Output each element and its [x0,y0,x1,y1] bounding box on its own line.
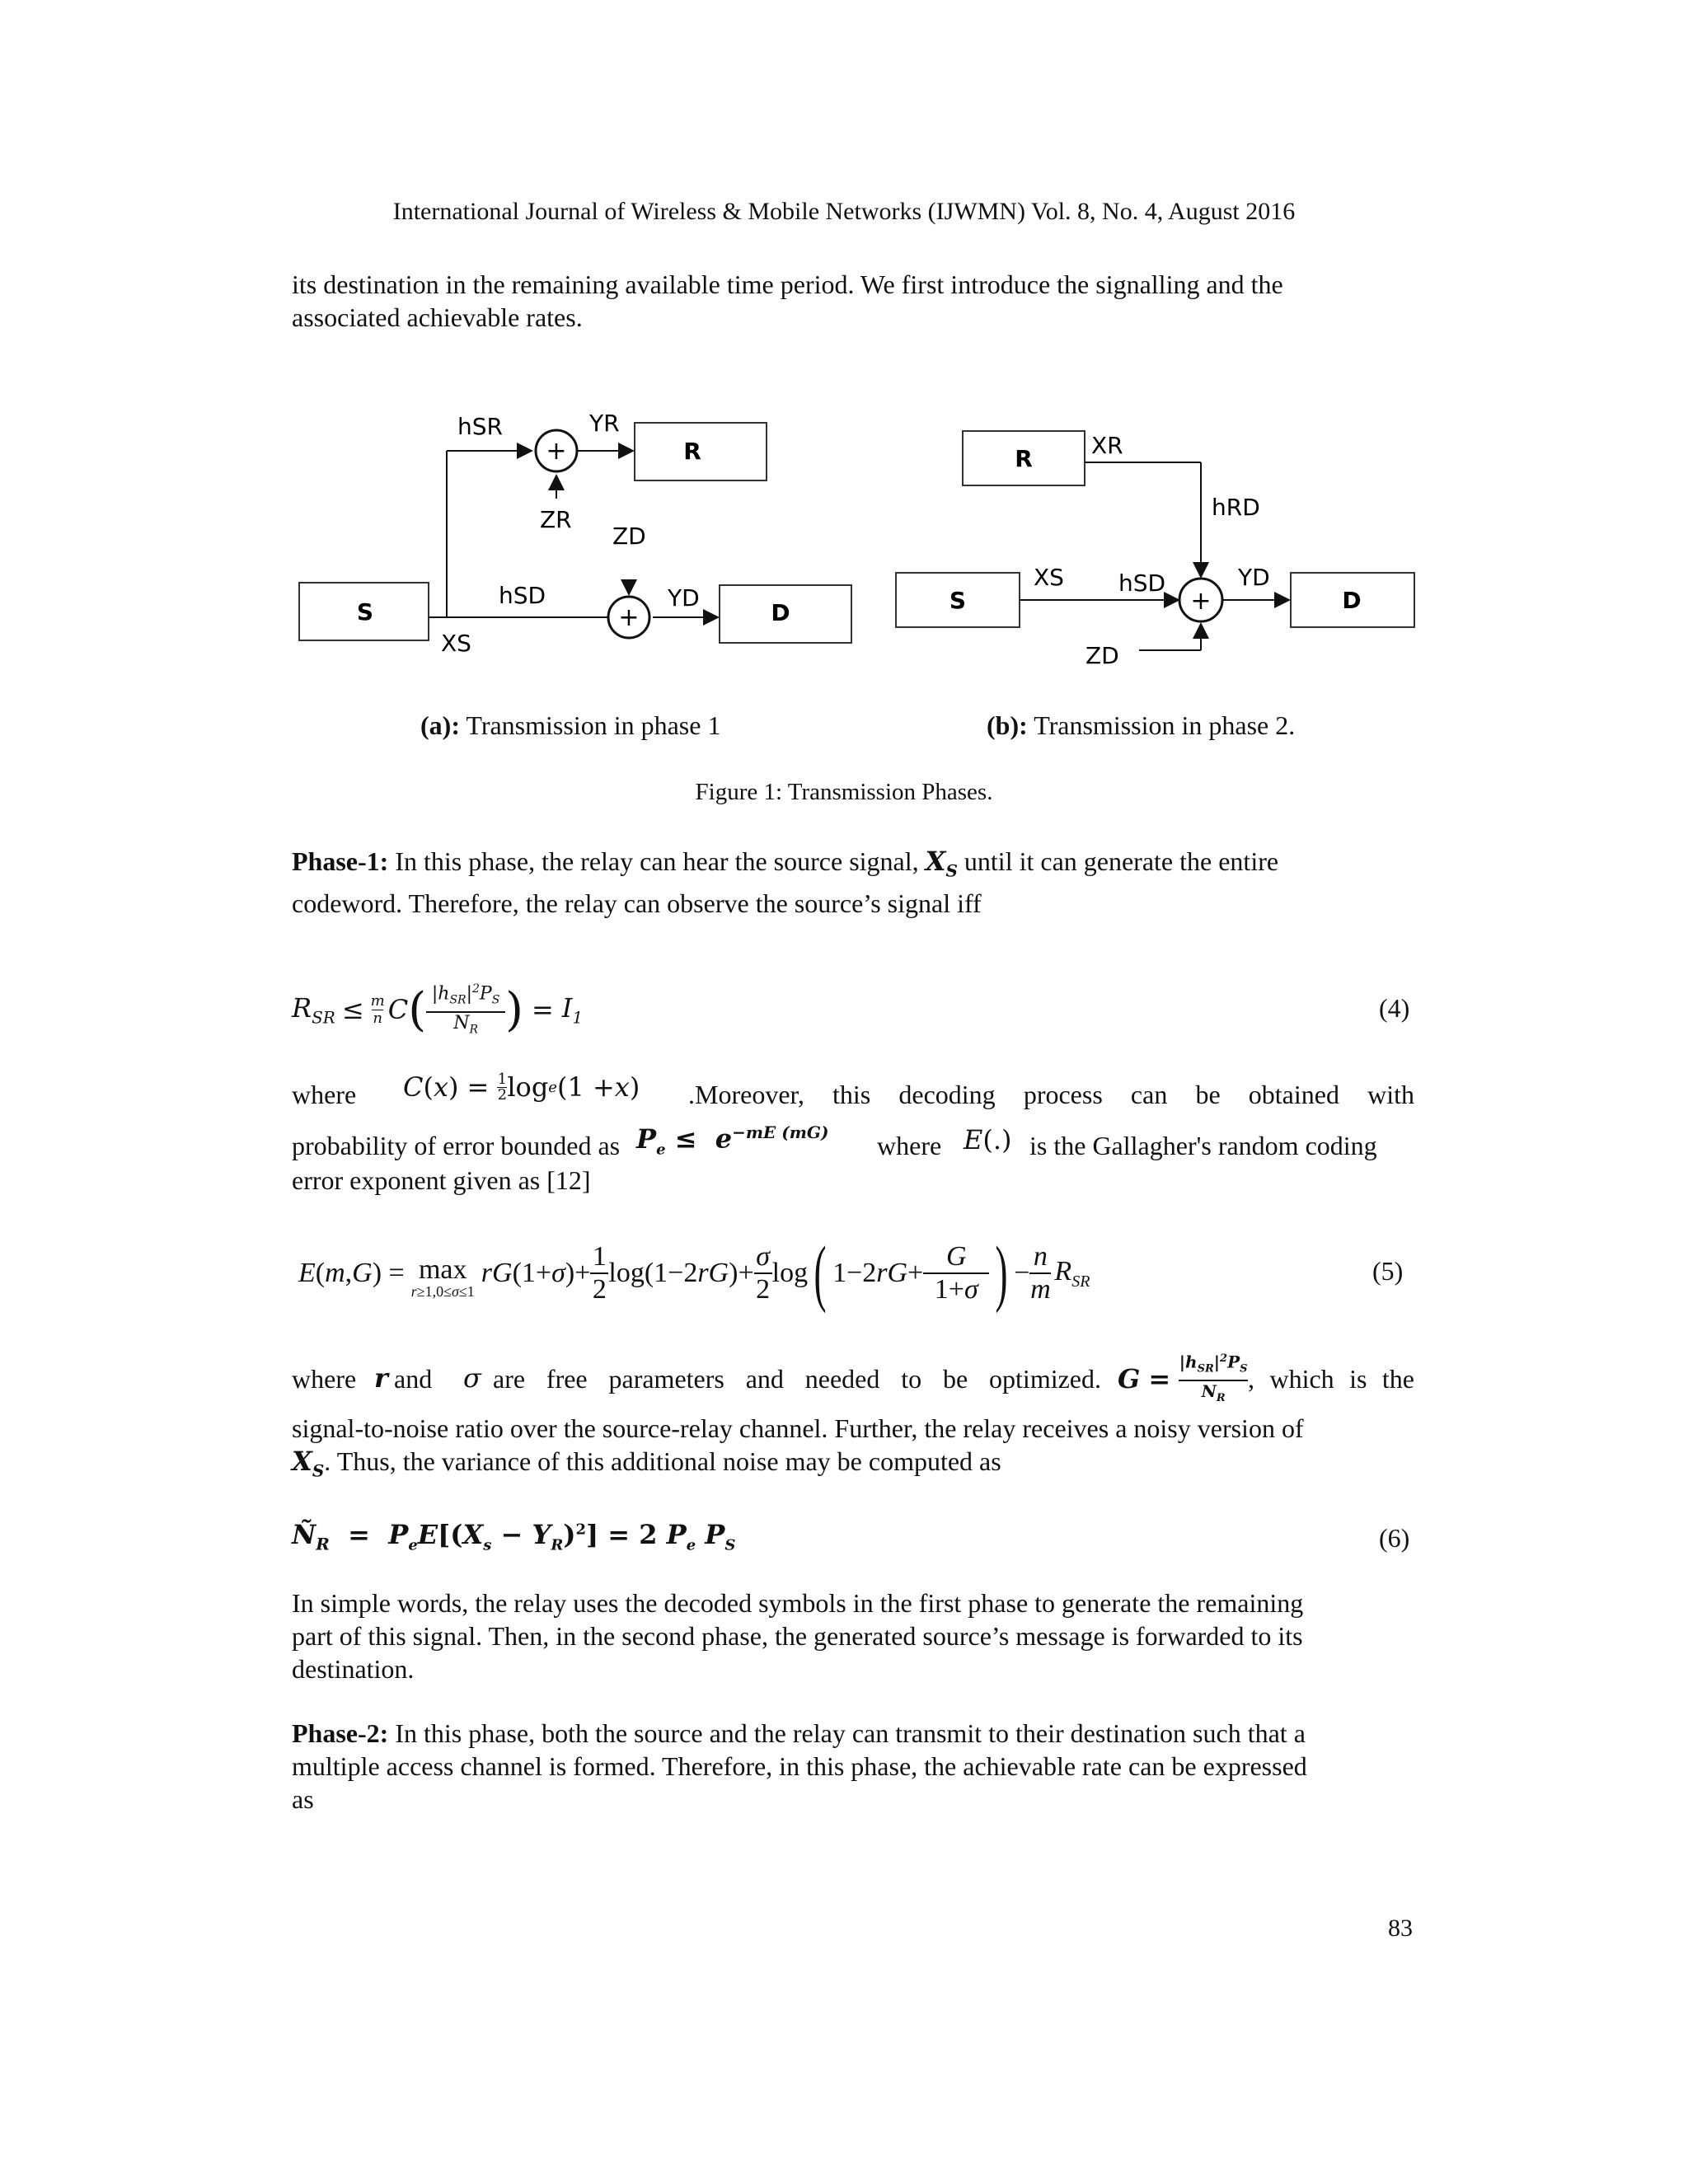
where-r-sigma-line [292,1352,1414,1405]
label-hsd: hSD [499,582,546,609]
caption-a-text: Transmission in phase 1 [459,710,721,740]
source-label: S [949,587,967,614]
phase2-line-1 [292,1717,1414,1750]
xs-symbol: $X_S$ [925,846,958,881]
sigma-symbol: σ [463,1362,481,1394]
phase1-line-1 [292,845,1414,887]
g-snr-formula: G = $|h_{SR}|^2P_S$ $N_R$ [1118,1352,1248,1404]
e-function: E(.) [964,1124,1012,1155]
label-zd: ZD [612,523,646,550]
equation-6: $Ñ_R = P_eE[(X_s - Y_R)^2] = 2$ $P_e$ $P_S$ [292,1519,736,1554]
label-zr: ZR [540,506,572,533]
phase2-line-2: multiple access channel is formed. Therefore, in this phase, the achievable rate can be expressed [292,1751,1307,1781]
relay-label: R [1015,445,1033,472]
phase1-paragraph [292,845,1414,920]
label-xr: XR [1091,432,1123,459]
figure-phase-2-diagram [892,408,1419,680]
pe-bound-formula: $P_e \le e^{-mE (mG)}$ [636,1122,829,1159]
label-yr: YR [589,410,620,437]
destination-label: D [771,599,790,626]
phase1-text-2: until it can generate the entire [957,846,1279,876]
snr-line-2-text: . Thus, the variance of this additional noise may be computed as [324,1446,1001,1476]
equation-4-number: (4) [1379,993,1410,1023]
simple-line-2: part of this signal. Then, in the second phase, the generated source’s message is forwarded to its [292,1621,1303,1651]
free-params-text: are free parameters and needed to be optimized. [493,1364,1101,1394]
simple-words-paragraph [292,1586,1414,1685]
intro-line-2: associated achievable rates. [292,302,583,332]
equation-5-number: (5) [1372,1256,1404,1286]
and-word: and [394,1364,433,1394]
destination-adder-plus: + [618,603,640,632]
destination-adder-plus: + [1190,587,1212,616]
prob-error-line [292,1122,1414,1169]
equation-5: E(m,G) = max r≥1,0≤σ≤1 rG(1+σ)+ 1 2 log(1−2rG)+ σ 2 log ( 1−2rG+ G 1+σ ) − n m $R_{SR}$ [298,1232,1090,1314]
journal-header: International Journal of Wireless & Mobile Networks (IJWMN) Vol. 8, No. 4, August 2016 [392,198,1296,225]
label-hsr: hSR [457,413,503,440]
caption-b [987,710,1295,741]
caption-a [420,710,720,741]
source-label: S [356,598,374,626]
caption-b-label: (b): [987,710,1028,740]
where-c-line [292,1070,1414,1121]
figure-caption: Figure 1: Transmission Phases. [695,779,993,805]
phase2-paragraph [292,1717,1414,1816]
label-hrd: hRD [1212,494,1260,521]
intro-paragraph [292,268,1414,334]
error-exponent-line: error exponent given as [12] [292,1165,591,1195]
label-yd: YD [1238,564,1270,591]
figure-phase-1-diagram [293,408,853,672]
moreover-text: .Moreover, this decoding process can be obtained with [688,1080,1414,1109]
where-word: where [292,1080,357,1109]
equation-4: $R_{SR}$ ≤ m n C ( $|h_{SR}|^2P_S$ $N_R$ ) = $I_1$ [292,982,584,1037]
where-3-word: where [292,1364,357,1394]
snr-line-2 [292,1445,1414,1487]
page-number: 83 [1388,1915,1413,1942]
label-hsd: hSD [1118,569,1166,597]
gallagher-text: is the Gallagher's random coding [1029,1131,1377,1160]
c-function-formula: C ( x ) = 1 2 log e (1 + x ) [403,1070,640,1104]
caption-b-text: Transmission in phase 2. [1027,710,1296,740]
phase2-line-3: as [292,1784,314,1814]
phase1-line-2: codeword. Therefore, the relay can observe the source’s signal iff [292,888,982,919]
label-xs: XS [441,630,471,657]
intro-line-1: its destination in the remaining available time period. We first introduce the signalling and the [292,269,1283,299]
relay-adder-plus: + [546,437,567,466]
label-xs: XS [1034,564,1064,591]
destination-label: D [1342,587,1362,614]
prob-text: probability of error bounded as [292,1131,621,1160]
snr-line-1: signal-to-noise ratio over the source-relay channel. Further, the relay receives a noisy version of [292,1413,1304,1443]
phase2-label: Phase-2: [292,1718,389,1748]
label-zd: ZD [1085,642,1119,669]
r-symbol: r [374,1362,388,1394]
phase2-line-1-text: In this phase, both the source and the relay can transmit to their destination such that a [388,1718,1306,1748]
simple-line-3: destination. [292,1654,415,1684]
equation-6-number: (6) [1379,1523,1410,1553]
relay-label: R [683,438,701,465]
snr-paragraph [292,1412,1414,1487]
simple-line-1: In simple words, the relay uses the decoded symbols in the first phase to generate the remaining [292,1588,1304,1618]
phase1-text-1: In this phase, the relay can hear the source signal, [388,846,926,876]
xs-symbol-2: $X_S$ [292,1446,325,1481]
where-2-word: where [877,1131,942,1160]
phase1-label: Phase-1: [292,846,389,876]
caption-a-label: (a): [420,710,460,740]
which-text: , which is the [1248,1364,1414,1394]
label-yd: YD [668,584,700,612]
